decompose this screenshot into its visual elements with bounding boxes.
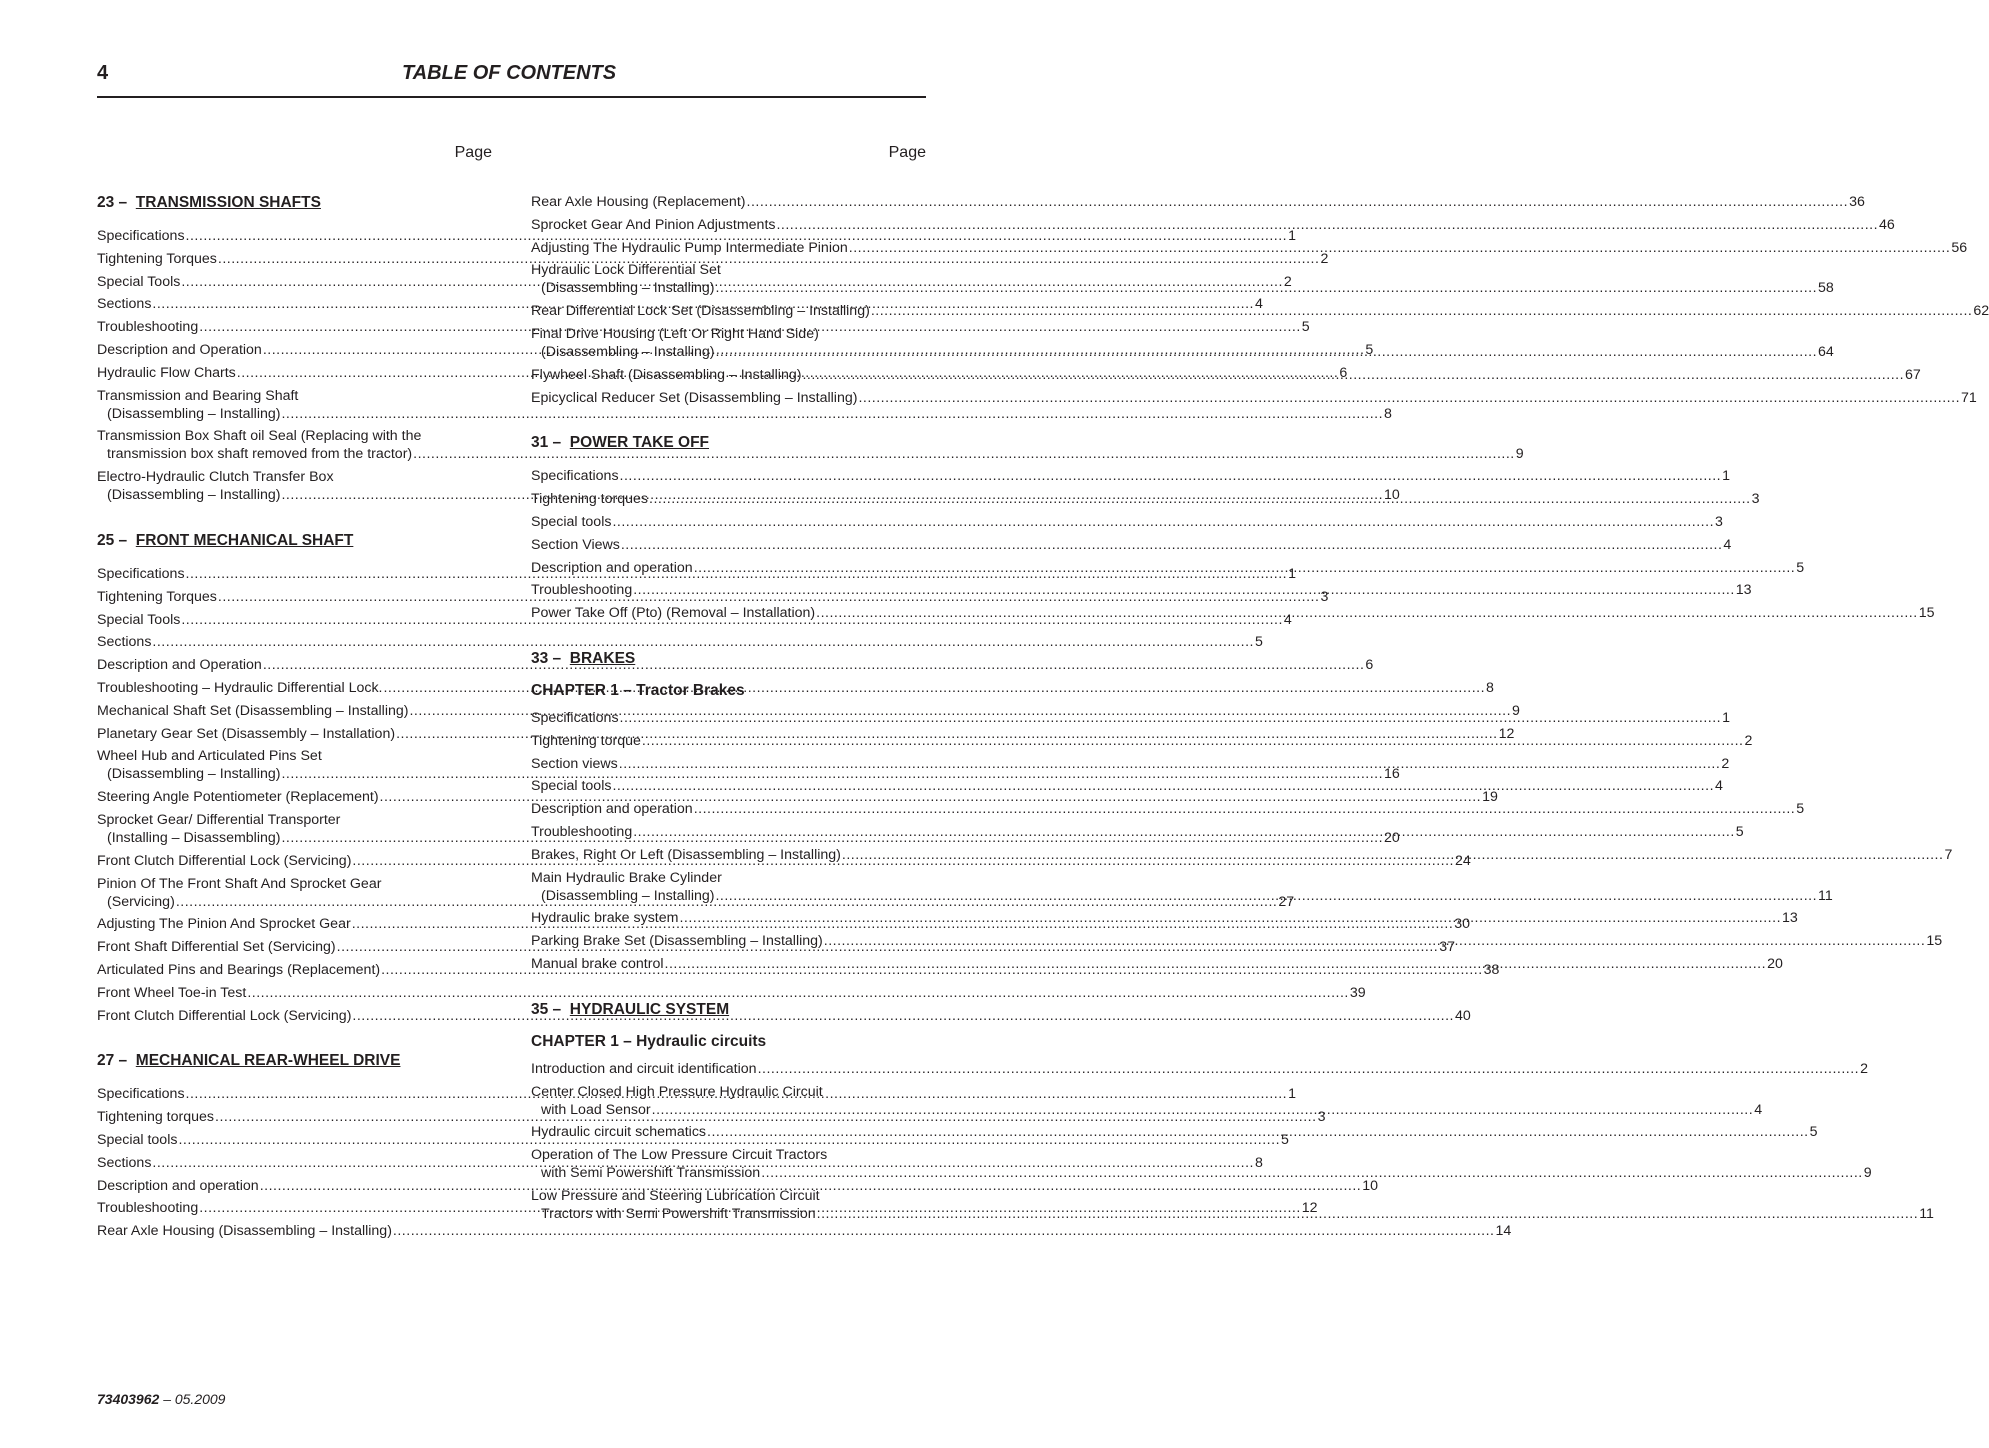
toc-entry-text: Special tools: [531, 513, 612, 530]
toc-entry[interactable]: [531, 366, 1921, 384]
toc-entry-text: (Disassembling – Installing): [107, 405, 281, 422]
toc-entry-text: Center Closed High Pressure Hydraulic Circuit: [531, 1083, 823, 1100]
toc-entry[interactable]: [531, 216, 1895, 234]
toc-page-number: 39: [1349, 984, 1366, 1001]
toc-page-number: 11: [1818, 887, 1833, 904]
toc-page-number: 20: [1767, 955, 1783, 972]
dot-leader: [842, 846, 1944, 864]
toc-page-number: 5: [1281, 1131, 1289, 1148]
toc-entry-text: Low Pressure and Steering Lubrication Circuit: [531, 1187, 820, 1204]
toc-page-number: 8: [1486, 679, 1494, 696]
toc-entry-line: [531, 302, 1989, 320]
toc-page-number: 10: [1384, 487, 1400, 504]
toc-entry-line: [97, 468, 492, 486]
toc-entry-line: [531, 467, 1730, 485]
toc-page-number: 9: [1515, 446, 1524, 463]
toc-entry-text: Tightening Torques: [97, 250, 217, 267]
toc-entry-line: [531, 513, 1723, 531]
toc-entry-line: [531, 1164, 1872, 1182]
dot-leader: [642, 732, 1744, 750]
dot-leader: [633, 581, 1735, 599]
toc-page-number: 4: [1715, 778, 1723, 795]
toc-entry[interactable]: [531, 325, 1834, 361]
dot-leader: [679, 909, 1781, 927]
toc-entry-text: Tightening Torques: [97, 588, 217, 605]
toc-page-number: 7: [1944, 846, 1953, 863]
toc-entry-line: [97, 1177, 1379, 1195]
toc-page-number: 64: [1818, 343, 1834, 360]
dot-leader: [619, 755, 1721, 773]
toc-entry-text: Sprocket Gear And Pinion Adjustments: [531, 216, 776, 233]
toc-page-number: 20: [1384, 829, 1400, 846]
toc-page-number: 3: [1320, 588, 1329, 605]
chapter-heading: CHAPTER 1 – Tractor Brakes: [531, 681, 745, 699]
toc-page-number: 3: [1715, 513, 1723, 530]
toc-entry-text: Front Wheel Toe-in Test: [97, 984, 247, 1001]
dot-leader: [761, 1164, 1863, 1182]
page-title: TABLE OF CONTENTS: [402, 62, 617, 84]
toc-entry-text: Hydraulic Lock Differential Set: [531, 262, 721, 279]
toc-page-number: 14: [1495, 1223, 1512, 1240]
toc-page-number: 4: [1254, 296, 1263, 313]
toc-entry-text: with Load Sensor: [541, 1101, 651, 1118]
toc-page-number: 37: [1439, 939, 1456, 956]
toc-entry[interactable]: [97, 227, 1296, 245]
toc-entry[interactable]: [531, 1083, 1763, 1119]
toc-page-number: 10: [1362, 1177, 1379, 1194]
toc-entry[interactable]: [97, 1222, 1512, 1240]
toc-entry-text: Transmission Box Shaft oil Seal (Replacing with the: [97, 428, 422, 445]
toc-page-number: 9: [1512, 702, 1520, 719]
toc-entry-line: [531, 261, 926, 279]
toc-page-number: 8: [1384, 405, 1392, 422]
toc-entry-text: Wheel Hub and Articulated Pins Set: [97, 748, 322, 765]
toc-page-number: 24: [1454, 852, 1471, 869]
toc-entry-text: Special Tools: [97, 273, 181, 290]
toc-entry[interactable]: [531, 1146, 1872, 1182]
toc-page-number: 1: [1722, 468, 1730, 485]
page-number: 4: [97, 62, 109, 84]
toc-page-number: 15: [1918, 605, 1935, 622]
toc-entry[interactable]: [531, 777, 1723, 795]
toc-page-number: 3: [1317, 1109, 1326, 1126]
toc-entry-text: Main Hydraulic Brake Cylinder: [531, 869, 722, 886]
toc-entry-text: Description and operation: [531, 559, 693, 576]
section-spacer: [531, 411, 926, 433]
toc-entry-line: [97, 1222, 1512, 1240]
toc-page-number: 5: [1735, 823, 1744, 840]
dot-leader: [649, 490, 1751, 508]
toc-page-number: 19: [1482, 789, 1498, 806]
toc-entry-text: Special tools: [531, 778, 612, 795]
toc-page-number: 4: [1723, 536, 1732, 553]
toc-page-number: 15: [1926, 933, 1943, 950]
toc-page-number: 4: [1283, 611, 1292, 628]
toc-entry-text: Rear Axle Housing (Replacement): [531, 194, 746, 210]
dot-leader: [694, 800, 1796, 818]
toc-entry-line: [97, 875, 492, 893]
toc-page-number: 1: [1722, 709, 1730, 726]
section-heading: [97, 1051, 492, 1071]
dot-leader: [747, 193, 1849, 211]
toc-entry-text: Steering Angle Potentiometer (Replacement): [97, 789, 379, 806]
toc-entry-text: Description and Operation: [97, 341, 262, 358]
dot-leader: [776, 216, 1878, 234]
toc-entry-line: [531, 389, 1977, 407]
toc-entry[interactable]: [97, 984, 1366, 1002]
toc-entry-text: Manual brake control: [531, 955, 664, 972]
toc-entry-text: Troubleshooting: [97, 1200, 199, 1217]
toc-entry-line: [531, 1187, 926, 1205]
toc-entry-line: [97, 633, 1263, 651]
toc-entry-line: [531, 536, 1732, 554]
toc-entry[interactable]: [531, 1123, 1818, 1141]
section-spacer: [97, 509, 492, 531]
toc-entry-line: [531, 581, 1752, 599]
toc-entry-text: Mechanical Shaft Set (Disassembling – Installing): [97, 702, 409, 719]
toc-page-number: 1: [1288, 228, 1296, 244]
dot-leader: [758, 1060, 1860, 1078]
chapter-heading: CHAPTER 1 – Hydraulic circuits: [531, 1032, 767, 1050]
toc-page-number: 5: [1796, 559, 1805, 576]
section-number: 25 –: [97, 531, 128, 549]
toc-entry-line: [531, 216, 1895, 234]
section-number: 27 –: [97, 1052, 128, 1070]
toc-entry-line: [531, 777, 1723, 795]
toc-entry-text: Articulated Pins and Bearings (Replacement): [97, 961, 381, 978]
toc-entry-line: [97, 250, 1329, 268]
toc-page-number: 8: [1254, 1154, 1263, 1171]
toc-entry-text: Description and operation: [531, 801, 693, 818]
toc-entry-line: [531, 1101, 1763, 1119]
toc-entry-text: Power Take Off (Pto) (Removal – Installation): [531, 605, 816, 622]
toc-entry-text: Operation of The Low Pressure Circuit Tractors: [531, 1147, 828, 1164]
dot-leader: [621, 536, 1723, 554]
dot-leader: [612, 777, 1714, 795]
toc-entry-text: (Servicing): [107, 893, 175, 910]
toc-entry[interactable]: [97, 633, 1263, 651]
toc-entry-text: Troubleshooting: [97, 319, 199, 336]
toc-entry-text: Adjusting The Hydraulic Pump Intermediate Pinion: [531, 239, 848, 256]
toc-entry[interactable]: [97, 250, 1329, 268]
section-title[interactable]: HYDRAULIC SYSTEM: [569, 1000, 730, 1018]
toc-entry[interactable]: [97, 1177, 1379, 1195]
toc-entry-text: Pinion Of The Front Shaft And Sprocket Gear: [97, 875, 382, 892]
dot-leader: [665, 955, 1767, 973]
section-title[interactable]: TRANSMISSION SHAFTS: [135, 194, 321, 211]
toc-entry[interactable]: [531, 239, 1968, 257]
section-heading: [97, 193, 492, 213]
toc-entry[interactable]: [531, 559, 1805, 577]
toc-entry-text: Front Clutch Differential Lock (Servicing): [97, 1007, 352, 1024]
toc-page-number: 3: [1751, 491, 1760, 508]
dot-leader: [652, 1101, 1754, 1119]
toc-entry-text: Sections: [97, 634, 152, 651]
toc-entry-text: Transmission and Bearing Shaft: [97, 387, 299, 404]
toc-entry-line: [531, 559, 1805, 577]
toc-entry-line: [531, 604, 1935, 622]
toc-entry[interactable]: [531, 193, 1865, 211]
toc-entry[interactable]: [531, 604, 1935, 622]
toc-page-number: 27: [1278, 893, 1295, 910]
toc-entry-line: [97, 405, 1392, 423]
toc-entry-text: Hydraulic circuit schematics: [531, 1124, 707, 1141]
toc-page-number: 56: [1951, 239, 1968, 256]
page-column-label: Page: [454, 144, 492, 161]
dot-leader: [849, 239, 1951, 257]
dot-leader: [633, 823, 1735, 841]
toc-entry-text: Planetary Gear Set (Disassembly – Installation): [97, 725, 396, 742]
toc-entry-text: (Disassembling – Installing): [541, 280, 715, 297]
toc-entry-line: [97, 387, 492, 405]
toc-page-number: 71: [1961, 389, 1977, 406]
toc-entry[interactable]: [531, 755, 1730, 773]
toc-page-number: 2: [1860, 1060, 1869, 1077]
dot-leader: [802, 366, 1904, 384]
toc-entry-line: [531, 193, 1865, 211]
section-spacer: [531, 627, 926, 649]
toc-page-number: 2: [1744, 732, 1753, 749]
toc-page-number: 5: [1809, 1124, 1818, 1141]
toc-entry-text: Description and Operation: [97, 657, 262, 674]
toc-entry-line: [531, 279, 1834, 297]
toc-page-number: 5: [1365, 341, 1374, 358]
dot-leader: [858, 389, 1960, 407]
section-number: 23 –: [97, 194, 128, 211]
toc-entry-text: Epicyclical Reducer Set (Disassembling – Installing): [531, 389, 858, 406]
toc-page-number: 9: [1863, 1165, 1872, 1182]
toc-entry-line: [531, 869, 926, 887]
toc-page-number: 67: [1905, 366, 1921, 383]
toc-entry-line: [531, 1060, 1869, 1078]
section-heading: [531, 649, 926, 669]
toc-entry-line: [531, 755, 1730, 773]
toc-page-number: 40: [1454, 1007, 1471, 1024]
toc-page-number: 58: [1818, 280, 1834, 297]
section-title[interactable]: POWER TAKE OFF: [569, 434, 710, 452]
toc-page-number: 4: [1754, 1101, 1763, 1118]
toc-page-number: 2: [1320, 250, 1329, 267]
toc-entry[interactable]: [531, 581, 1752, 599]
toc-entry-text: Section views: [531, 755, 618, 772]
toc-page-number: 11: [1919, 1205, 1934, 1222]
toc-entry[interactable]: [531, 536, 1732, 554]
toc-page-number: 6: [1365, 657, 1374, 674]
toc-entry[interactable]: [97, 788, 1498, 806]
toc-entry-text: Hydraulic Flow Charts: [97, 364, 236, 381]
toc-entry-text: Description and operation: [97, 1177, 259, 1194]
toc-entry-line: [97, 427, 492, 445]
toc-entry-line: [531, 325, 926, 343]
document-date: – 05.2009: [163, 1391, 226, 1407]
toc-entry[interactable]: [531, 800, 1805, 818]
toc-entry-line: [97, 445, 1524, 463]
toc-page-number: 36: [1849, 194, 1865, 210]
toc-entry-line: [531, 343, 1834, 361]
toc-entry-text: Specifications: [97, 1086, 185, 1103]
page-column-label: Page: [888, 144, 926, 161]
toc-page-number: 5: [1796, 801, 1805, 818]
toc-entry-text: with Semi Powershift Transmission: [541, 1165, 761, 1182]
dot-leader: [715, 887, 1817, 905]
dot-leader: [824, 932, 1926, 950]
toc-entry-line: [97, 984, 1366, 1002]
toc-entry-text: Section Views: [531, 536, 620, 553]
toc-entry-text: Front Shaft Differential Set (Servicing): [97, 939, 336, 956]
toc-entry[interactable]: [531, 261, 1834, 297]
toc-entry-text: Introduction and circuit identification: [531, 1060, 757, 1077]
toc-page-number: 38: [1483, 961, 1500, 978]
toc-page-number: 1: [1288, 1086, 1296, 1103]
toc-entry-text: transmission box shaft removed from the tractor): [107, 446, 413, 463]
toc-entry-text: Tightening torques: [97, 1109, 214, 1126]
toc-entry-line: [97, 788, 1498, 806]
toc-page-number: 16: [1384, 766, 1400, 783]
toc-page-number: 2: [1283, 273, 1292, 290]
toc-entry-text: Rear Axle Housing (Disassembling – Installing): [97, 1223, 392, 1240]
toc-entry[interactable]: [531, 302, 1989, 320]
section-title[interactable]: FRONT MECHANICAL SHAFT: [135, 531, 354, 549]
toc-entry-text: (Disassembling – Installing): [107, 766, 281, 783]
toc-entry-line: [531, 1123, 1818, 1141]
section-heading: [97, 531, 492, 551]
continued-entries: [531, 193, 1989, 433]
toc-entry-line: [531, 1083, 926, 1101]
toc-entry[interactable]: [531, 467, 1730, 485]
toc-entry-text: Final Drive Housing (Left Or Right Hand Side): [531, 325, 819, 342]
toc-entry-text: Specifications: [531, 709, 619, 726]
toc-entry-text: (Installing – Disassembling): [107, 829, 281, 846]
toc-entry-text: Tightening torques: [531, 491, 648, 508]
toc-entry-text: Specifications: [531, 468, 619, 485]
toc-entry-text: Hydraulic brake system: [531, 910, 679, 927]
toc-entry-text: Troubleshooting: [531, 823, 633, 840]
toc-entry-line: [531, 366, 1921, 384]
toc-page-number: 46: [1879, 216, 1895, 233]
toc-entry-line: [531, 1146, 926, 1164]
toc-entry-line: [97, 765, 1400, 783]
toc-page-number: 12: [1301, 1200, 1318, 1217]
section-heading: [531, 433, 926, 453]
toc-entry-text: Specifications: [97, 228, 185, 244]
toc-page-number: 6: [1339, 364, 1348, 381]
toc-entry-text: Adjusting The Pinion And Sprocket Gear: [97, 916, 351, 933]
toc-page-number: 62: [1973, 303, 1989, 320]
toc-page-number: 13: [1782, 910, 1798, 927]
toc-entry-text: Parking Brake Set (Disassembling – Installing): [531, 933, 823, 950]
toc-entry-line: [97, 227, 1296, 245]
toc-page-number: 30: [1454, 916, 1471, 933]
section-title[interactable]: BRAKES: [569, 649, 636, 667]
header-rule: [97, 96, 926, 98]
section-number: 33 –: [531, 649, 562, 667]
toc-entry[interactable]: [531, 1060, 1869, 1078]
toc-entry-text: Front Clutch Differential Lock (Servicing): [97, 852, 352, 869]
dot-leader: [871, 302, 1973, 320]
dot-leader: [715, 343, 1817, 361]
document-code: 73403962: [97, 1391, 160, 1407]
toc-entry-text: Tractors with Semi Powershift Transmission: [541, 1205, 816, 1222]
toc-page-number: 1: [1288, 565, 1296, 582]
toc-entry[interactable]: [531, 513, 1723, 531]
section-spacer: [97, 1029, 492, 1051]
toc-entry-text: Troubleshooting – Hydraulic Differential Lock.: [97, 679, 383, 696]
dot-leader: [715, 279, 1817, 297]
toc-entry-text: (Disassembling – Installing): [541, 343, 715, 360]
toc-entry-text: Brakes, Right Or Left (Disassembling – Installing): [531, 846, 841, 863]
toc-entry-text: Sections: [97, 296, 152, 313]
section-title[interactable]: MECHANICAL REAR-WHEEL DRIVE: [135, 1052, 401, 1070]
toc-entry[interactable]: [531, 389, 1977, 407]
toc-entry-text: Tightening torque: [531, 732, 641, 749]
footer: [97, 1391, 225, 1407]
toc-entry-line: [97, 811, 492, 829]
toc-entry-text: Troubleshooting: [531, 582, 633, 599]
dot-leader: [612, 513, 1714, 531]
toc-entry-line: [531, 239, 1968, 257]
toc-entry[interactable]: [531, 709, 1730, 727]
toc-entry-text: Sprocket Gear/ Differential Transporter: [97, 811, 341, 828]
section-number: 31 –: [531, 434, 562, 452]
toc-entry-text: Specifications: [97, 565, 185, 582]
toc-page-number: 12: [1498, 725, 1515, 742]
section-spacer: [531, 978, 926, 1000]
dot-leader: [817, 1205, 1919, 1223]
dot-leader: [620, 709, 1722, 727]
toc-page-number: 5: [1301, 319, 1310, 336]
toc-entry-line: [97, 747, 492, 765]
toc-entry-line: [531, 800, 1805, 818]
section-number: 35 –: [531, 1000, 562, 1018]
toc-entry-line: [531, 709, 1730, 727]
toc-entry-text: Sections: [97, 1154, 152, 1171]
toc-entry-text: Electro-Hydraulic Clutch Transfer Box: [97, 469, 334, 486]
dot-leader: [816, 604, 1918, 622]
toc-page-number: 5: [1254, 634, 1263, 651]
toc-entry-text: Flywheel Shaft (Disassembling – Installing): [531, 366, 802, 383]
toc-entry-text: (Disassembling – Installing): [541, 887, 715, 904]
toc-entry-text: Rear Differential Lock Set (Disassembling – Installing): [531, 303, 870, 320]
dot-leader: [707, 1123, 1809, 1141]
toc-entry-text: Special Tools: [97, 611, 181, 628]
dot-leader: [694, 559, 1796, 577]
toc-entry-text: Special tools: [97, 1131, 178, 1148]
dot-leader: [620, 467, 1722, 485]
toc-page-number: 2: [1721, 755, 1730, 772]
toc-entry-text: (Disassembling – Installing): [107, 487, 281, 504]
section-heading: [531, 1000, 926, 1020]
toc-page-number: 13: [1735, 582, 1752, 599]
